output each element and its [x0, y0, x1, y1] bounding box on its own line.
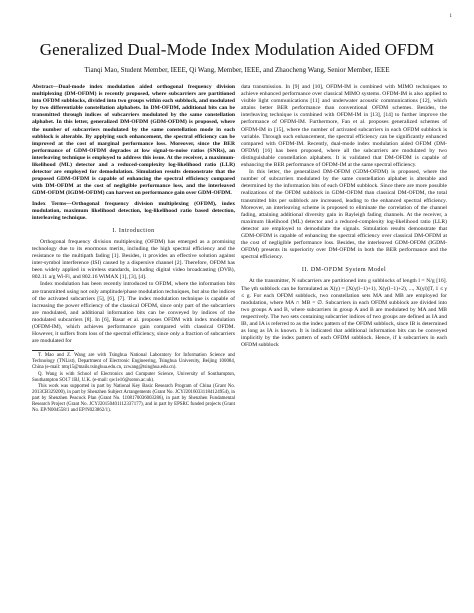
footnotes: [32, 353, 235, 414]
right-column: [241, 84, 447, 349]
footnote: This work was supported in part by National Key Basic Research Program of China (Grant No. 2013CB329200), in part by Shenzhen Subject Arrangements (Grant No. JCYJ20160331184124954), in part by Shenzhen Peacock Plan (Grant No. 1108170036003286), in part by Shenzhen Fundamental Research Project (Grant No. JCYJ20150401112337177), and in part by EPSRC funded projects (Grant No. EP/N004558/1 and EP/N023862/1).: [32, 383, 235, 414]
footnote-divider: [32, 350, 74, 351]
body-paragraph: data transmission. In [9] and [10], OFDM-IM is combined with MIMO techniques to achieve enhanced performance over classical MIMO systems. OFDM-IM is also applied to visible light communications [11] and underwater acoustic communications [12], which attains better BER performance than conventional OFDM schemes. Besides, the interleaving technique is combined with OFDM-IM in [13], [14] to further improve the performance of OFDM-IM. Furthermore, Fan et al. proposes generalized schemes of OFDM-IM in [15], where the number of activated subcarriers in each OFDM subblock is variable. Through such enhancement, the spectral efficiency can be significantly enhanced compared with OFDM-IM. Recently, dual-mode index modulation aided OFDM (DM-OFDM) [16] has been proposed, where all the subcarriers are modulated by two distinguishable constellation alphabets. It is validated that DM-OFDM is capable of enhancing the BER performance of OFDM-IM at the same spectral efficiency.: [241, 84, 447, 169]
body-paragraph: Orthogonal frequency division multiplexing (OFDM) has emerged as a promising technology due to its enormous merits, including the high spectral efficiency and the resistance to the multipath fading [1]. Besides, it provides an effective solution against inter-symbol interference (ISI) caused by a dispersive channel [2]. Therefore, OFDM has been widely applied in wireless standards, including digital video broadcasting (DVB), 802.11 a/g Wi-Fi, and 802.16 WiMAX [1], [3], [4].: [32, 238, 235, 281]
body-paragraph: At the transmitter, N subcarriers are partitioned into g subblocks of length l = N/g [16]. The γth subblock can be formulated as X(γ) = [X(γ(l−1)+1), X(γ(l−1)+2), ..., X(γl)]T, 1 ≤ γ ≤ g. For each OFDM subblock, two constellation sets MA and MB are employed for modulation, where MA ∩ MB = ∅. Subcarriers in each OFDM subblock are divided into two groups A and B, where subcarriers in group A and B are modulated by MA and MB respectively. The two sets containing subcarrier indices of two groups are defined as IA and IB, and IA is referred to as the index pattern of the OFDM subblock, since IB is determined as long as IA is known. It is indicated that additional information bits can be conveyed implicitly by the index pattern of each OFDM subblock. Hence, if k subcarriers in each OFDM subblock: [241, 278, 447, 349]
index-terms: Index Terms—Orthogonal frequency division multiplexing (OFDM), index modulation, maximum likelihood detection, log-likelihood ratio based detection, interleaving technique.: [32, 200, 235, 221]
section-heading-introduction: I. Introduction: [112, 227, 155, 234]
footnote: T. Mao and Z. Wang are with Tsinghua National Laboratory for Information Science and Technology (TNList), Department of Electronic Engineering, Tsinghua University, Beijing 100084, China (e-mail: mtq15@mails.tsinghua.edu.cn, zcwang@tsinghua.edu.cn).: [32, 353, 235, 371]
section-heading-system-model: II. DM-OFDM System Model: [301, 267, 387, 274]
abstract: Abstract—Dual-mode index modulation aided orthogonal frequency division multiplexing (DM-OFDM) is recently proposed, where subcarriers are partitioned into OFDM subblocks, divided into two groups within each subblock, and modulated by two differentiable constellation alphabets. In DM-OFDM, additional bits can be transmitted through indices of subcarriers modulated by the same constellation alphabet. In this letter, generalized DM-OFDM (GDM-OFDM) is proposed, where the number of subcarriers modulated by the same constellation mode in each subblock is alterable. By applying such enhancement, the spectral efficiency can be improved at the cost of marginal performance loss. Moreover, since the BER performance of GDM-OFDM degrades at low signal-to-noise ratios (SNRs), an interleaving technique is employed to address this issue. At the receiver, a maximum-likelihood (ML) detector and a reduced-complexity log-likelihood ratio (LLR) detector are employed for demodulation. Simulation results demonstrate that the proposed GDM-OFDM is capable of enhancing the spectral efficiency compared with DM-OFDM at the cost of negligible performance loss, and the interleaved GDM-OFDM (IGDM-OFDM) can harvest on performance gain over GDM-OFDM.: [32, 84, 235, 197]
footnote: Q. Wang is with School of Electronics and Computer Science, University of Southampton, Southampton SO17 1BJ, U.K. (e-mail: qw1e16@soton.ac.uk).: [32, 371, 235, 383]
paper-title: Generalized Dual-Mode Index Modulation Aided OFDM: [39, 40, 435, 59]
body-paragraph: Index modulation has been recently introduced to OFDM, where the information bits are transmitted using not only amplitude/phase modulation techniques, but also the indices of the activated subcarriers [5], [6], [7]. The index modulation technique is capable of increasing the power efficiency of the classical OFDM, since only part of the subcarriers are modulated, and additional information bits can be conveyed by indices of the modulated subcarriers [8]. In [6], Basar et al. proposes OFDM with index modulation (OFDM-IM), which achieves performance gain compared with classical OFDM. However, it suffers from loss of the spectral efficiency, since only a fraction of subcarriers are modulated for: [32, 281, 235, 345]
left-column: [32, 84, 235, 414]
author-list: Tianqi Mao, Student Member, IEEE, Qi Wang, Member, IEEE, and Zhaocheng Wang, Senior Member, IEEE: [84, 66, 390, 74]
page-number: 1: [449, 14, 452, 19]
body-paragraph: In this letter, the generalized DM-OFDM (GDM-OFDM) is proposed, where the number of subcarriers modulated by the same constellation alphabet is alterable and determined by the information bits of each OFDM subblock. Since there are more possible realizations of the OFDM subblock in GDM-OFDM than classical DM-OFDM, the total transmitted bits per subblock are increased, leading to the enhanced spectral efficiency. Moreover, an interleaving scheme is proposed to eliminate the correlation of the channel fading, attaining additional diversity gain in Rayleigh fading channels. At the receiver, a maximum likelihood (ML) detector and a reduced-complexity log-likelihood ratio (LLR) detector are employed to demodulate the signals. Simulation results demonstrate that GDM-OFDM is capable of enhancing the spectral efficiency over classical DM-OFDM at the cost of negligible performance loss. Besides, the interleaved GDM-OFDM (IGDM-OFDM) presents its superiority over DM-OFDM in both the BER performance and the spectral efficiency.: [241, 169, 447, 261]
